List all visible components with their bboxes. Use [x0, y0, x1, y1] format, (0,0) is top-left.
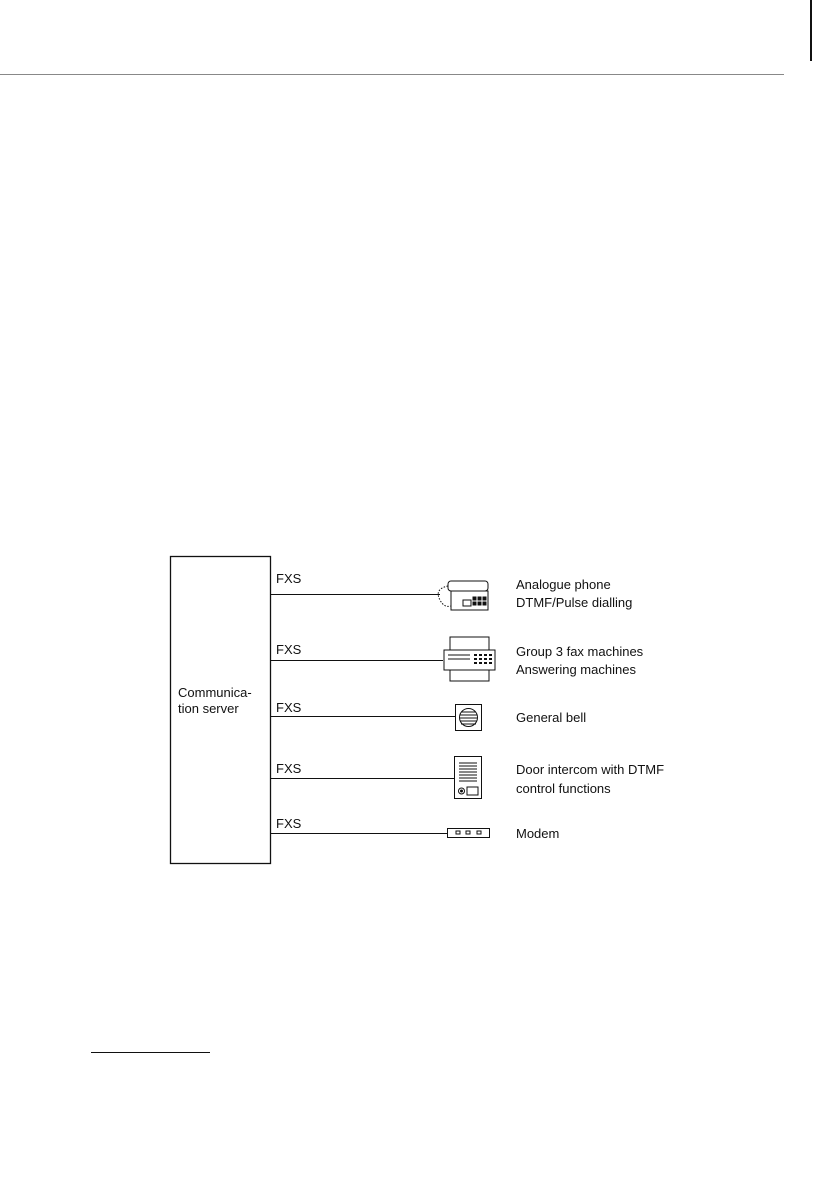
server-label-line-2: tion server: [178, 701, 239, 716]
device-description-line-2: Answering machines: [516, 662, 636, 677]
device-description-line-1: Modem: [516, 826, 560, 841]
fxs-label: FXS: [276, 700, 302, 715]
general-bell-icon: [456, 705, 482, 731]
fxs-label: FXS: [276, 571, 302, 586]
device-description-line-1: Analogue phone: [516, 577, 611, 592]
connection-fax-machine: [271, 637, 644, 681]
footnote-rule: [91, 1052, 210, 1053]
connection-modem: [271, 816, 559, 841]
connection-analogue-phone: [271, 571, 632, 610]
door-intercom-icon: [455, 757, 482, 799]
device-description-line-2: DTMF/Pulse dialling: [516, 595, 633, 610]
device-description-line-1: Group 3 fax machines: [516, 644, 644, 659]
device-description-line-2: control functions: [516, 781, 611, 796]
analogue-phone-icon: [438, 581, 488, 610]
fax-machine-icon: [444, 637, 495, 681]
modem-icon: [448, 829, 490, 838]
device-description-line-1: General bell: [516, 710, 587, 725]
server-label-line-1: Communica-: [178, 685, 252, 700]
fxs-label: FXS: [276, 816, 302, 831]
connection-general-bell: [271, 700, 586, 731]
connection-door-intercom: [271, 757, 664, 799]
device-description-line-1: Door intercom with DTMF: [516, 762, 665, 777]
fxs-label: FXS: [276, 642, 302, 657]
fxs-label: FXS: [276, 761, 302, 776]
